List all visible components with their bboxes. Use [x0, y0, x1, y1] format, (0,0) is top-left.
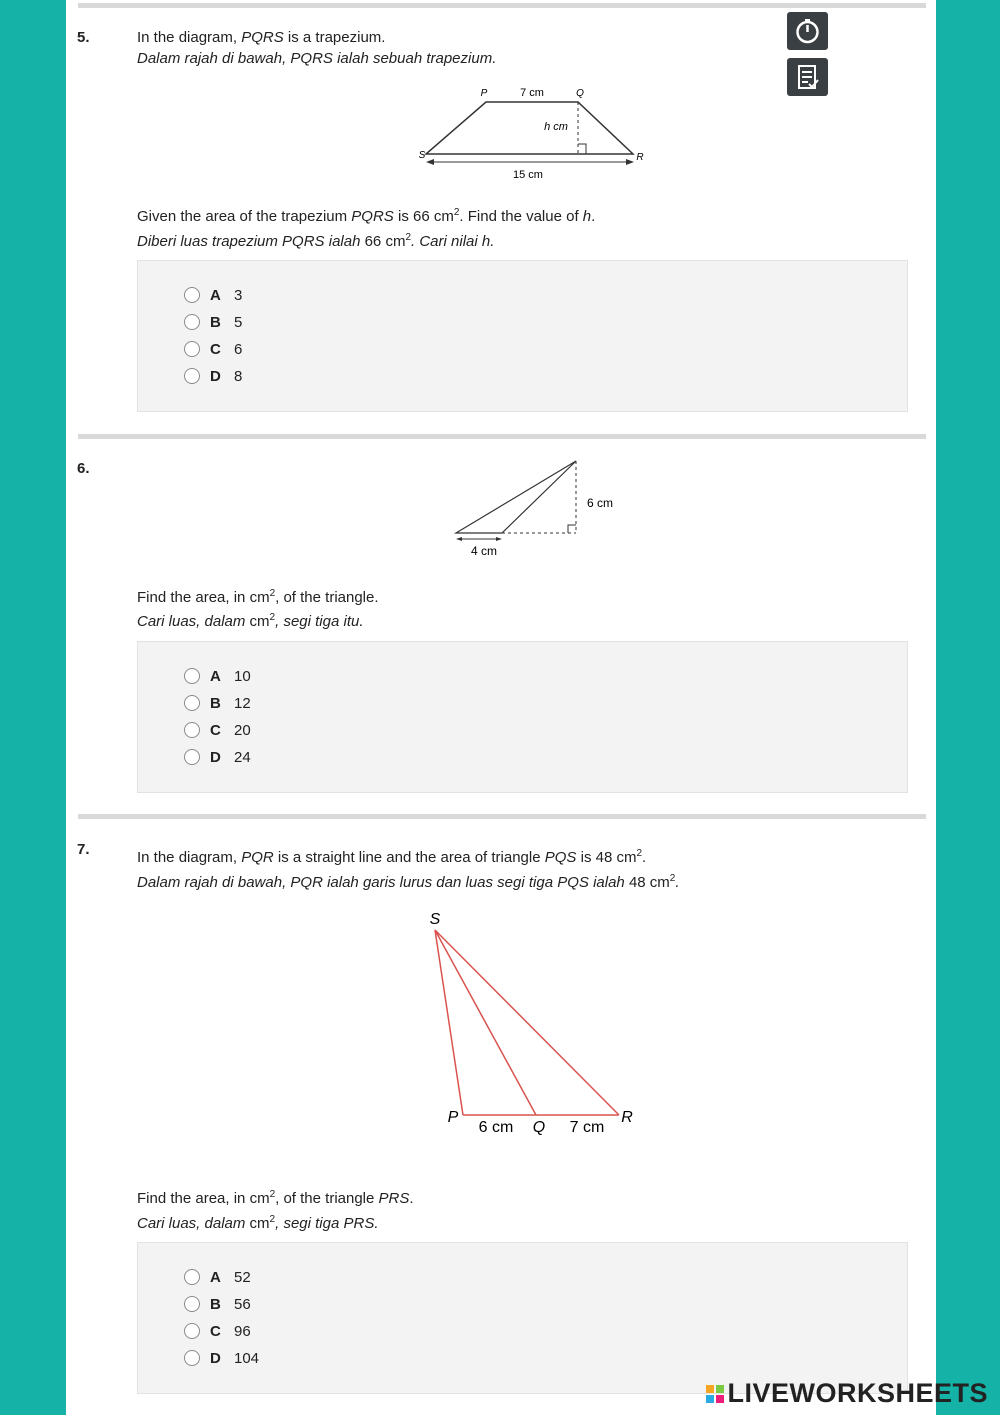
- vertex-p-label: P: [447, 1109, 459, 1126]
- qr-length-label: 7 cm: [569, 1119, 605, 1136]
- vertex-s-label: S: [429, 911, 441, 928]
- triangle-prs-diagram: [429, 908, 651, 1140]
- radio-button[interactable]: [184, 341, 200, 357]
- q7-option-c[interactable]: C 96: [184, 1320, 251, 1342]
- question-7-number: 7.: [77, 841, 90, 858]
- q6-prompt-ms: Cari luas, dalam $cm^2$, segi tiga itu.: [137, 612, 364, 630]
- radio-button[interactable]: [184, 314, 200, 330]
- q7-options: [137, 1242, 908, 1394]
- base-label: 4 cm: [470, 544, 498, 558]
- q5-given-ms: Diberi luas trapezium PQRS ialah 66 $cm^2$. Cari nilai h.: [137, 232, 495, 250]
- q6-option-a[interactable]: A 10: [184, 665, 251, 687]
- vertex-r-label: R: [621, 1109, 633, 1126]
- bottom-length-label: 15 cm: [513, 169, 543, 181]
- q6-option-d[interactable]: D 24: [184, 746, 251, 768]
- notes-button[interactable]: [787, 58, 828, 96]
- liveworksheets-logo: LIVEWORKSHEETS: [706, 1378, 988, 1409]
- top-length-label: 7 cm: [520, 87, 544, 99]
- vertex-r-label: R: [636, 152, 644, 163]
- q5-given-en: Given the area of the trapezium PQRS is 66 $cm^2$. Find the value of h.: [137, 207, 596, 225]
- q5-prompt-en: In the diagram, PQRS is a trapezium.: [137, 29, 386, 46]
- radio-button[interactable]: [184, 1269, 200, 1285]
- divider: [78, 814, 926, 819]
- pq-length-label: 6 cm: [478, 1119, 514, 1136]
- height-label: 6 cm: [586, 496, 614, 510]
- q6-prompt-en: Find the area, in $cm^2$, of the triangle.: [137, 588, 379, 606]
- q5-option-b[interactable]: B 5: [184, 311, 242, 333]
- q6-options: [137, 641, 908, 793]
- q5-prompt-ms: Dalam rajah di bawah, PQRS ialah sebuah trapezium.: [137, 50, 497, 67]
- question-5-number: 5.: [77, 29, 90, 46]
- vertex-p-label: P: [480, 88, 488, 99]
- radio-button[interactable]: [184, 722, 200, 738]
- q6-option-b[interactable]: B 12: [184, 692, 251, 714]
- q7-prompt-ms: Dalam rajah di bawah, PQR ialah garis lurus dan luas segi tiga PQS ialah 48 $cm^2$.: [137, 873, 680, 891]
- triangle-diagram: [446, 455, 626, 561]
- q6-option-c[interactable]: C 20: [184, 719, 251, 741]
- height-label: h cm: [544, 121, 568, 133]
- vertex-q-label: Q: [576, 88, 584, 99]
- radio-button[interactable]: [184, 1350, 200, 1366]
- divider: [78, 434, 926, 439]
- radio-button[interactable]: [184, 1323, 200, 1339]
- timer-icon: [787, 12, 828, 50]
- divider: [78, 3, 926, 8]
- q7-find-ms: Cari luas, dalam $cm^2$, segi tiga PRS.: [137, 1214, 379, 1232]
- radio-button[interactable]: [184, 668, 200, 684]
- q7-option-b[interactable]: B 56: [184, 1293, 251, 1315]
- q7-option-a[interactable]: A 52: [184, 1266, 251, 1288]
- q5-option-d[interactable]: D 8: [184, 365, 242, 387]
- vertex-q-label: Q: [532, 1119, 546, 1136]
- logo-icon: [706, 1385, 724, 1403]
- q7-find-en: Find the area, in $cm^2$, of the triangle PRS.: [137, 1189, 414, 1207]
- trapezium-diagram: [416, 82, 656, 186]
- radio-button[interactable]: [184, 368, 200, 384]
- radio-button[interactable]: [184, 1296, 200, 1312]
- radio-button[interactable]: [184, 287, 200, 303]
- timer-button[interactable]: [787, 12, 828, 50]
- q7-option-d[interactable]: D 104: [184, 1347, 259, 1369]
- q5-options: [137, 260, 908, 412]
- radio-button[interactable]: [184, 695, 200, 711]
- radio-button[interactable]: [184, 749, 200, 765]
- q5-option-a[interactable]: A 3: [184, 284, 242, 306]
- question-6-number: 6.: [77, 460, 90, 477]
- q7-prompt-en: In the diagram, PQR is a straight line and the area of triangle PQS is 48 $cm^2$.: [137, 848, 647, 866]
- checklist-icon: [787, 58, 828, 96]
- q5-option-c[interactable]: C 6: [184, 338, 242, 360]
- vertex-s-label: S: [418, 150, 426, 161]
- worksheet: [66, 0, 936, 1415]
